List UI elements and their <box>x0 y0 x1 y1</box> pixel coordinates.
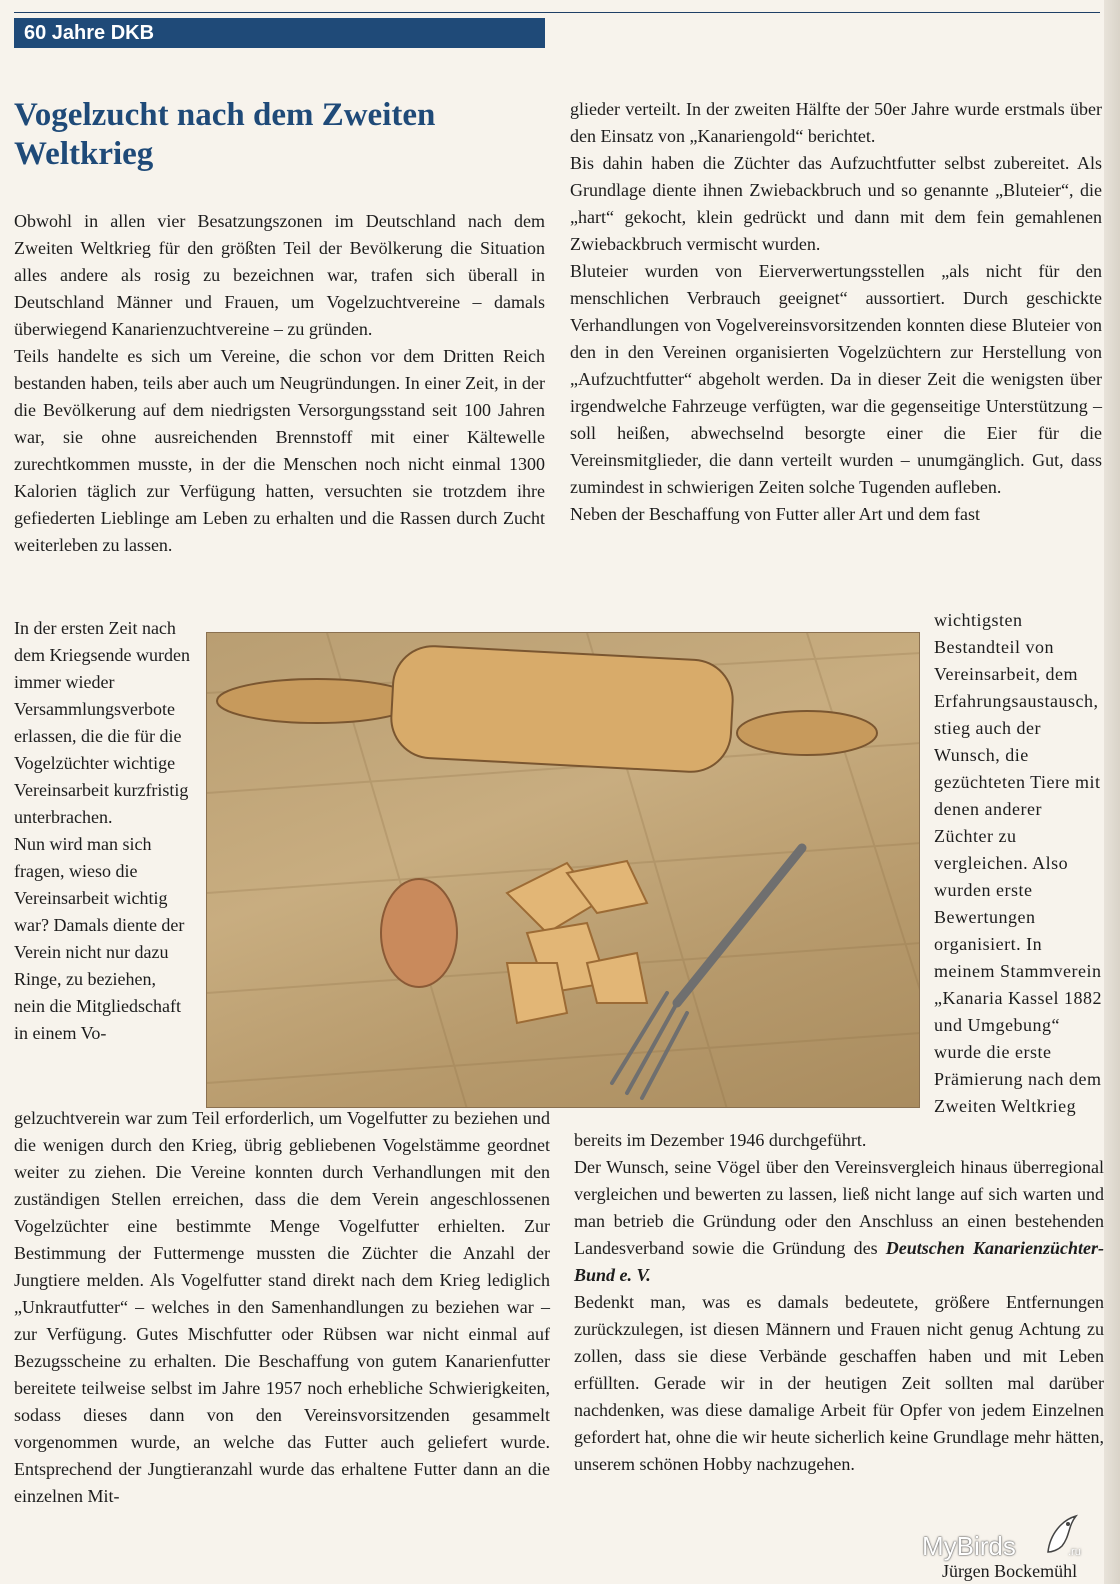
left-column-top <box>14 208 545 559</box>
paragraph: Bluteier wurden von Eierverwertungsstellen „als nicht für den menschlichen Verbrauch geeignet“ aussortiert. Durch geschickte Verhandlungen von Vogelvereinsvorsitzenden konnten diese Bluteier von den in den Vereinen organisierten Vogelzüchtern zur Herstellung von „Aufzuchtfutter“ abgeholt werden. Da in dieser Zeit die wenigsten über irgendwelche Fahrzeuge verfügten, war die gegenseitige Unterstützung – soll heißen, abwechselnd besorgte einer die Eier für die Vereinsmitglieder, die dann verteilt wurden – unumgänglich. Gut, dass zumindest in schwierigen Zeiten solche Tugenden aufleben. <box>570 261 1102 497</box>
rolling-pin <box>217 644 877 774</box>
left-column-bottom <box>14 1105 550 1510</box>
watermark-brand: MyBirds <box>922 1531 1016 1561</box>
section-header-bar <box>14 18 545 48</box>
rusk-crumbs <box>507 861 647 1023</box>
paragraph: bereits im Dezember 1946 durchgeführt. <box>574 1130 867 1150</box>
article-photo <box>206 632 920 1108</box>
egg <box>381 879 457 987</box>
paragraph: gelzuchtverein war zum Teil erforderlich, um Vogelfutter zu beziehen und die wenigen durch den Krieg, übrig gebliebenen Vogelstämme geordnet weiter zu ziehen. Die Vereine konnten durch Verhandlungen mit den zuständigen Stellen erreichen, dass die dem Verein angeschlossenen Vogelzüchter eine bestimmte Menge Vogelfutter erhielten. Zur Bestimmung der Futtermenge mussten die Züchter die Anzahl der Jungtiere melden. Als Vogelfutter stand direkt nach dem Krieg lediglich „Unkrautfutter“ – welches in den Samenhandlungen zu beziehen war – zur Verfügung. Gutes Mischfutter oder Rübsen war nicht einmal auf Bezugsscheine zu erhalten. Die Beschaffung von gutem Kanarienfutter bereitete teilweise selbst im Jahre 1957 noch erhebliche Schwierigkeiten, sodass dieses dann von den Vereinsvorsitzenden gesammelt vorgenommen wurde, an welche das Futter auch geliefert wurde. Entsprechend der Jungtieranzahl wurde das erhaltene Futter dann an die einzelnen Mit- <box>14 1108 550 1506</box>
organization-name: Deutschen Kanarienzüchter-Bund e. V. <box>574 1238 1104 1285</box>
right-column-top <box>570 96 1102 528</box>
right-column-wrap <box>934 607 1104 1120</box>
right-column-bottom <box>574 1127 1104 1478</box>
bird-logo-icon <box>1040 1512 1080 1556</box>
paragraph: wichtigsten Bestandteil von Vereinsarbeit, dem Erfahrungsaustausch, stieg auch der Wunsch, die gezüchteten Tiere mit denen anderer Züchter zu vergleichen. Also wurden erste Bewertungen organisiert. In meinem Stammverein „Kanaria Kassel 1882 und Umgebung“ wurde die erste Prämierung nach dem Zweiten Weltkrieg <box>934 610 1102 1116</box>
header-rule <box>14 12 1100 13</box>
article-author: Jürgen Bockemühl <box>942 1561 1078 1581</box>
paragraph: In der ersten Zeit nach dem Kriegsende wurden immer wieder Versammlungsverbote erlassen, die die für die Vogelzüchter wichtige Vereinsarbeit kurzfristig unterbrachen. <box>14 618 190 827</box>
paragraph: Teils handelte es sich um Vereine, die schon vor dem Dritten Reich bestanden haben, teils aber auch um Neugründungen. In einer Zeit, in der die Bevölkerung auf dem niedrigsten Versorgungsstand seit 100 Jahren war, sie ohne ausreichenden Brennstoff mit einer Kältewelle zurechtkommen musste, in der die Menschen noch nicht einmal 1300 Kalorien täglich zur Verfügung hatten, versuchten sie trotzdem ihre gefiederten Lieblinge am Leben zu erhalten und die Rassen durch Zucht weiterleben zu lassen. <box>14 346 545 555</box>
paragraph: glieder verteilt. In der zweiten Hälfte der 50er Jahre wurde erstmals über den Einsatz von „Kanariengold“ berichtet. <box>570 99 1102 146</box>
left-column-wrap <box>14 615 190 1047</box>
paragraph: Nun wird man sich fragen, wieso die Vereinsarbeit wichtig war? Damals diente der Verein nicht nur dazu Ringe, zu beziehen, nein die Mitgliedschaft in einem Vo- <box>14 834 185 1043</box>
photo-illustration <box>207 633 920 1108</box>
paragraph <box>574 1154 1104 1289</box>
section-label: 60 Jahre DKB <box>24 22 155 44</box>
paragraph: Bedenkt man, was es damals bedeutete, größere Entfernungen zurückzulegen, ist diesen Männern und Frauen nicht genug Achtung zu zollen, dass sie diese Verbände geschaffen haben und mit Leben erfüllten. Gerade wir in der heutigen Zeit sollten mal darüber nachdenken, was diese damalige Arbeit für Opfer von jedem Einzelnen gefordert hat, ohne die wir heute sicherlich keine Grundlage mehr hätten, unserem schönen Hobby nachzugehen. <box>574 1292 1104 1474</box>
watermark-tld: .ru <box>1068 1546 1081 1558</box>
paragraph-text: Der Wunsch, seine Vögel über den Vereinsvergleich hinaus überregional vergleichen und bewerten zu lassen, ließ nicht lange auf sich warten und man betrieb die Gründung oder den Anschluss an einen bestehenden Landesverband sowie die Gründung des <box>574 1157 1104 1258</box>
paragraph: Obwohl in allen vier Besatzungszonen im Deutschland nach dem Zweiten Weltkrieg für den größten Teil der Bevölkerung die Situation alles andere als rosig zu bezeichnen war, trafen sich überall in Deutschland Männer und Frauen, um Vogelzuchtvereine – damals überwiegend Kanarienzuchtvereine – zu gründen. <box>14 211 545 339</box>
paragraph: Bis dahin haben die Züchter das Aufzuchtfutter selbst zubereitet. Als Grundlage diente ihnen Zwiebackbruch und so genannte „Bluteier“, die „hart“ gekocht, klein gedrückt und dann mit dem fein gemahlenen Zwiebackbruch vermischt wurden. <box>570 153 1102 254</box>
article-title: Vogelzucht nach dem Zweiten Weltkrieg <box>14 97 436 172</box>
paragraph: Neben der Beschaffung von Futter aller Art und dem fast <box>570 504 981 524</box>
page-edge <box>1104 0 1120 1584</box>
